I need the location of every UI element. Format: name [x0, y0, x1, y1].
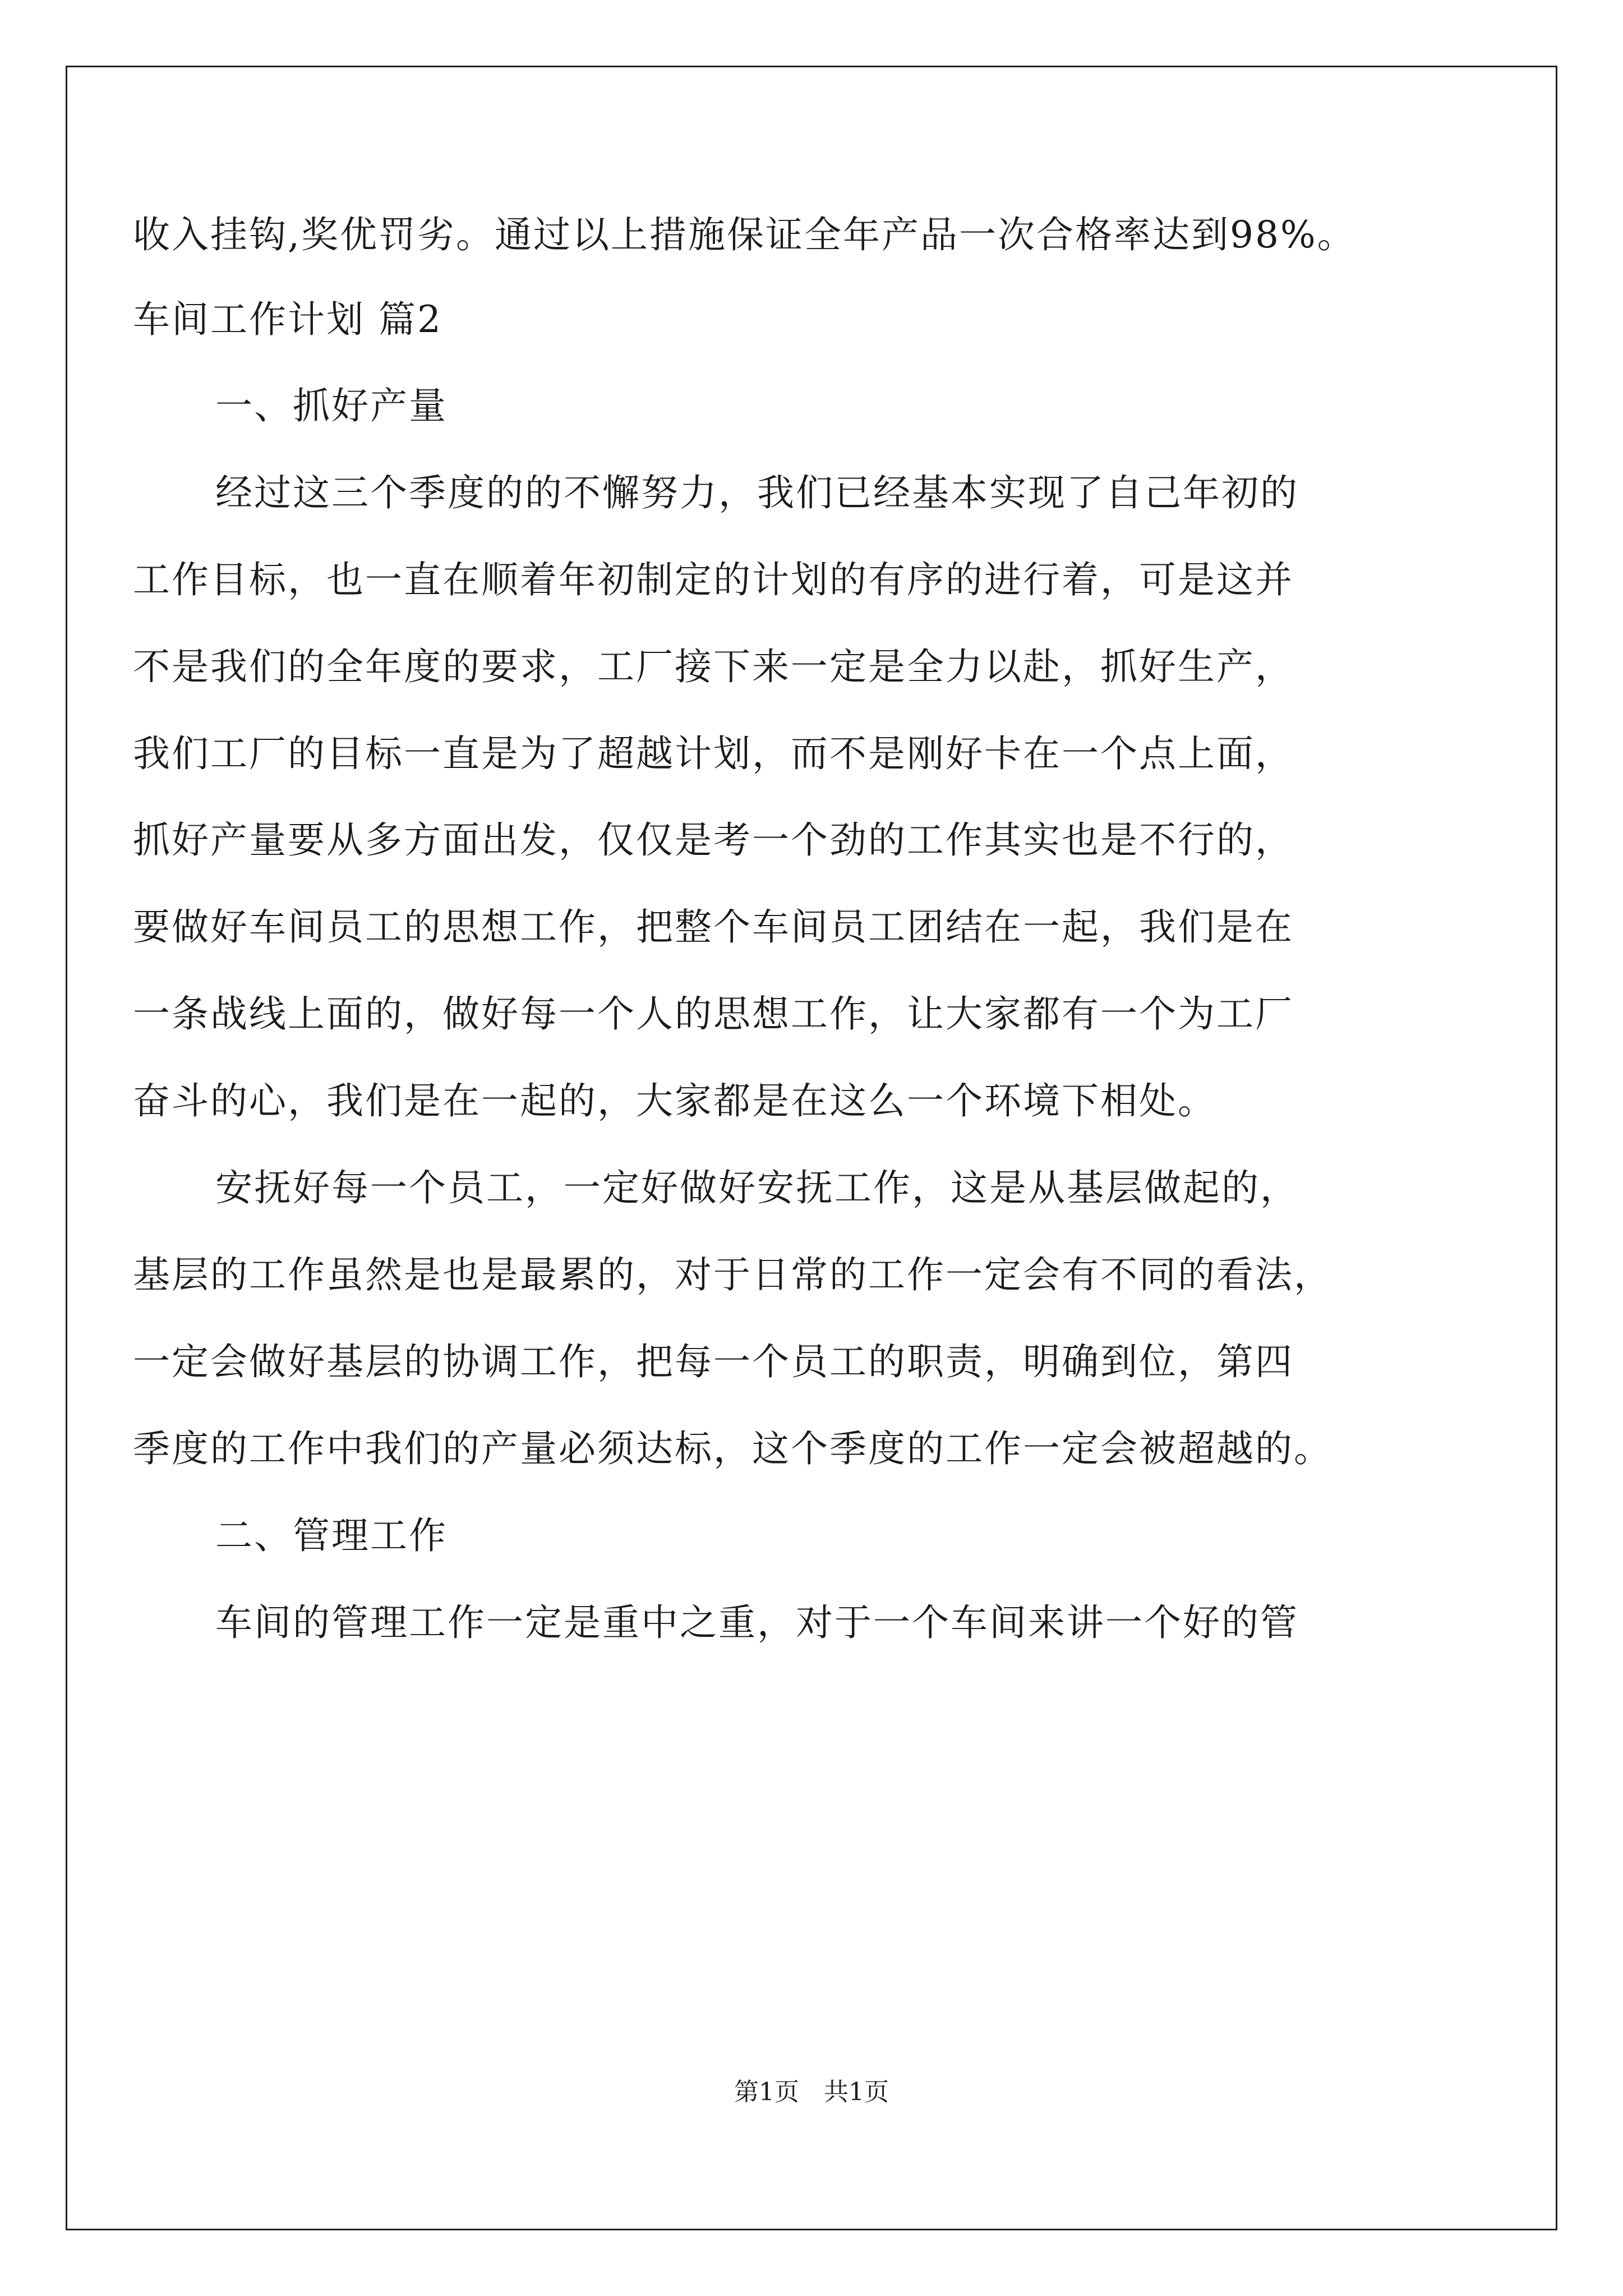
paragraph-line: 一定会做好基层的协调工作，把每一个员工的职责，明确到位，第四 [133, 1340, 1294, 1383]
section-title: 车间工作计划 篇2 [133, 298, 442, 341]
paragraph-line: 收入挂钩,奖优罚劣。通过以上措施保证全年产品一次合格率达到98%。 [133, 213, 1356, 256]
paragraph-line: 一条战线上面的，做好每一个人的思想工作，让大家都有一个为工厂 [133, 992, 1294, 1036]
paragraph-line: 抓好产量要从多方面出发，仅仅是考一个劲的工作其实也是不行的， [133, 818, 1294, 862]
paragraph-line: 不是我们的全年度的要求，工厂接下来一定是全力以赴，抓好生产， [133, 645, 1294, 688]
page-footer: 第1页 共1页 [734, 2078, 889, 2106]
paragraph-line: 经过这三个季度的的不懈努力，我们已经基本实现了自己年初的 [215, 471, 1299, 514]
section-heading: 二、管理工作 [215, 1514, 448, 1557]
section-heading: 一、抓好产量 [215, 384, 448, 427]
paragraph-line: 奋斗的心，我们是在一起的，大家都是在这么一个环境下相处。 [133, 1079, 1216, 1122]
paragraph-line: 工作目标，也一直在顺着年初制定的计划的有序的进行着，可是这并 [133, 558, 1294, 601]
paragraph-line: 要做好车间员工的思想工作，把整个车间员工团结在一起，我们是在 [133, 905, 1294, 949]
paragraph-line: 安抚好每一个员工，一定好做好安抚工作，这是从基层做起的， [215, 1166, 1299, 1209]
paragraph-line: 季度的工作中我们的产量必须达标，这个季度的工作一定会被超越的。 [133, 1427, 1332, 1470]
paragraph-line: 车间的管理工作一定是重中之重，对于一个车间来讲一个好的管 [215, 1601, 1299, 1644]
paragraph-line: 基层的工作虽然是也是最累的，对于日常的工作一定会有不同的看法， [133, 1253, 1332, 1296]
paragraph-line: 我们工厂的目标一直是为了超越计划，而不是刚好卡在一个点上面， [133, 732, 1294, 775]
